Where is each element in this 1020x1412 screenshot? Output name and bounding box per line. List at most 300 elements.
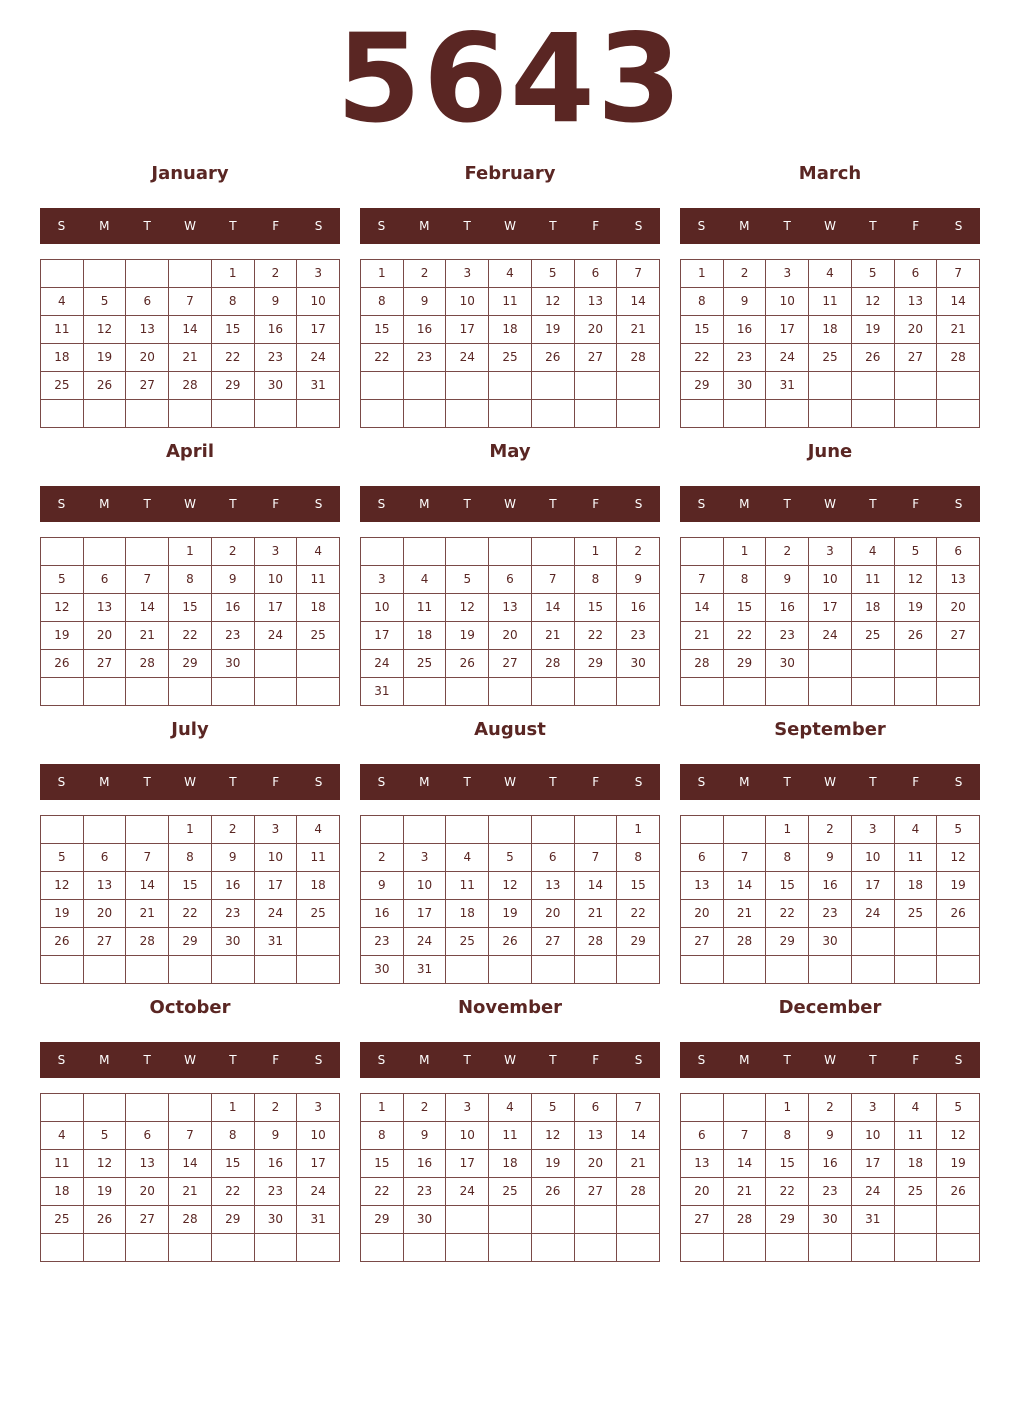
- empty-cell: [681, 1234, 724, 1262]
- weekday-label: M: [99, 497, 110, 511]
- day-cell: 21: [169, 344, 212, 372]
- empty-cell: [852, 678, 895, 706]
- day-cell: 16: [404, 1150, 447, 1178]
- day-cell: 8: [724, 566, 767, 594]
- weekday-label: T: [549, 497, 557, 511]
- weekday-label: M: [739, 497, 750, 511]
- empty-cell: [84, 816, 127, 844]
- day-cell: 16: [404, 316, 447, 344]
- day-cell: 27: [937, 622, 980, 650]
- day-cell: 8: [212, 1122, 255, 1150]
- empty-cell: [489, 400, 532, 428]
- day-cell: 14: [724, 872, 767, 900]
- empty-cell: [532, 678, 575, 706]
- weekday-label: S: [634, 775, 643, 789]
- day-cell: 3: [361, 566, 404, 594]
- weekday-label: M: [99, 1053, 110, 1067]
- month-name: August: [474, 719, 546, 740]
- day-cell: 6: [575, 260, 618, 288]
- weekday-header: [40, 764, 340, 800]
- day-cell: 13: [84, 872, 127, 900]
- weekday-label: S: [314, 775, 323, 789]
- day-cell: 3: [446, 1094, 489, 1122]
- day-cell: 23: [212, 622, 255, 650]
- day-cell: 19: [84, 344, 127, 372]
- empty-cell: [404, 1234, 447, 1262]
- empty-cell: [809, 1234, 852, 1262]
- day-cell: 31: [404, 956, 447, 984]
- day-cell: 25: [297, 622, 340, 650]
- day-cell: 11: [41, 1150, 84, 1178]
- empty-cell: [766, 956, 809, 984]
- day-cell: 27: [126, 372, 169, 400]
- day-cell: 4: [404, 566, 447, 594]
- day-cell: 26: [532, 344, 575, 372]
- month-name: February: [464, 163, 556, 184]
- day-cell: 1: [212, 1094, 255, 1122]
- empty-cell: [852, 956, 895, 984]
- empty-cell: [809, 650, 852, 678]
- weekday-header: [40, 1042, 340, 1078]
- day-cell: 22: [575, 622, 618, 650]
- empty-cell: [297, 928, 340, 956]
- day-cell: 8: [575, 566, 618, 594]
- day-cell: 12: [489, 872, 532, 900]
- day-cell: 1: [766, 1094, 809, 1122]
- day-cell: 31: [766, 372, 809, 400]
- empty-cell: [41, 260, 84, 288]
- day-cell: 23: [361, 928, 404, 956]
- empty-cell: [41, 678, 84, 706]
- empty-cell: [617, 400, 660, 428]
- day-cell: 29: [617, 928, 660, 956]
- day-cell: 17: [361, 622, 404, 650]
- month-name: July: [171, 719, 209, 740]
- day-cell: 28: [126, 928, 169, 956]
- day-cell: 20: [937, 594, 980, 622]
- day-cell: 6: [84, 844, 127, 872]
- weekday-label: S: [57, 219, 66, 233]
- day-grid: [360, 537, 660, 706]
- day-cell: 22: [169, 900, 212, 928]
- day-cell: 8: [169, 844, 212, 872]
- day-cell: 3: [404, 844, 447, 872]
- day-cell: 19: [895, 594, 938, 622]
- weekday-label: W: [184, 775, 196, 789]
- day-cell: 8: [361, 288, 404, 316]
- day-cell: 24: [255, 900, 298, 928]
- day-cell: 24: [361, 650, 404, 678]
- day-cell: 9: [809, 1122, 852, 1150]
- weekday-label: W: [504, 219, 516, 233]
- day-cell: 23: [809, 900, 852, 928]
- day-cell: 9: [617, 566, 660, 594]
- day-cell: 15: [681, 316, 724, 344]
- empty-cell: [575, 372, 618, 400]
- day-cell: 5: [41, 566, 84, 594]
- empty-cell: [169, 678, 212, 706]
- day-cell: 2: [361, 844, 404, 872]
- day-cell: 7: [126, 844, 169, 872]
- day-cell: 17: [446, 316, 489, 344]
- day-cell: 17: [297, 316, 340, 344]
- empty-cell: [361, 1234, 404, 1262]
- weekday-label: M: [739, 775, 750, 789]
- empty-cell: [212, 1234, 255, 1262]
- day-cell: 6: [575, 1094, 618, 1122]
- day-cell: 13: [895, 288, 938, 316]
- weekday-label: M: [419, 775, 430, 789]
- day-cell: 14: [169, 316, 212, 344]
- empty-cell: [255, 1234, 298, 1262]
- day-cell: 11: [852, 566, 895, 594]
- empty-cell: [361, 538, 404, 566]
- day-cell: 18: [895, 1150, 938, 1178]
- weekday-label: S: [954, 219, 963, 233]
- month-name: November: [457, 997, 563, 1018]
- weekday-label: T: [143, 1053, 151, 1067]
- day-cell: 15: [169, 594, 212, 622]
- weekday-label: S: [377, 1053, 386, 1067]
- day-cell: 1: [169, 816, 212, 844]
- day-cell: 30: [255, 1206, 298, 1234]
- day-cell: 6: [84, 566, 127, 594]
- empty-cell: [681, 400, 724, 428]
- empty-cell: [895, 1234, 938, 1262]
- empty-cell: [617, 372, 660, 400]
- day-cell: 5: [852, 260, 895, 288]
- day-grid: [40, 815, 340, 984]
- empty-cell: [489, 816, 532, 844]
- day-cell: 12: [84, 316, 127, 344]
- day-cell: 10: [766, 288, 809, 316]
- day-cell: 24: [809, 622, 852, 650]
- weekday-label: W: [824, 497, 836, 511]
- weekday-label: T: [229, 219, 237, 233]
- empty-cell: [895, 956, 938, 984]
- day-cell: 24: [255, 622, 298, 650]
- day-cell: 21: [681, 622, 724, 650]
- empty-cell: [617, 678, 660, 706]
- day-cell: 10: [297, 288, 340, 316]
- day-cell: 17: [255, 594, 298, 622]
- weekday-label: F: [592, 775, 600, 789]
- day-cell: 19: [84, 1178, 127, 1206]
- empty-cell: [575, 956, 618, 984]
- day-cell: 14: [126, 872, 169, 900]
- day-cell: 7: [617, 1094, 660, 1122]
- weekday-label: T: [229, 1053, 237, 1067]
- day-cell: 3: [255, 816, 298, 844]
- day-cell: 8: [212, 288, 255, 316]
- day-cell: 22: [617, 900, 660, 928]
- day-cell: 28: [575, 928, 618, 956]
- day-cell: 25: [852, 622, 895, 650]
- day-cell: 5: [937, 816, 980, 844]
- weekday-label: T: [869, 219, 877, 233]
- day-cell: 12: [41, 594, 84, 622]
- day-cell: 24: [852, 900, 895, 928]
- empty-cell: [617, 956, 660, 984]
- day-cell: 6: [681, 1122, 724, 1150]
- empty-cell: [575, 816, 618, 844]
- empty-cell: [126, 538, 169, 566]
- weekday-label: S: [634, 497, 643, 511]
- day-cell: 4: [41, 288, 84, 316]
- day-cell: 7: [126, 566, 169, 594]
- weekday-header: [680, 1042, 980, 1078]
- weekday-label: F: [912, 775, 920, 789]
- day-cell: 22: [361, 344, 404, 372]
- weekday-header: [360, 764, 660, 800]
- day-cell: 14: [724, 1150, 767, 1178]
- empty-cell: [937, 678, 980, 706]
- day-cell: 22: [681, 344, 724, 372]
- day-cell: 19: [937, 872, 980, 900]
- day-cell: 28: [169, 1206, 212, 1234]
- day-cell: 4: [41, 1122, 84, 1150]
- day-cell: 24: [446, 344, 489, 372]
- weekday-label: W: [184, 497, 196, 511]
- day-cell: 6: [895, 260, 938, 288]
- empty-cell: [532, 1234, 575, 1262]
- day-cell: 18: [809, 316, 852, 344]
- day-cell: 9: [255, 1122, 298, 1150]
- month-name: October: [149, 997, 231, 1018]
- day-cell: 12: [532, 1122, 575, 1150]
- day-cell: 5: [895, 538, 938, 566]
- weekday-label: T: [869, 1053, 877, 1067]
- day-cell: 7: [681, 566, 724, 594]
- day-cell: 6: [532, 844, 575, 872]
- weekday-label: S: [314, 497, 323, 511]
- day-cell: 30: [361, 956, 404, 984]
- empty-cell: [532, 816, 575, 844]
- month-name: April: [165, 441, 215, 462]
- day-cell: 1: [766, 816, 809, 844]
- day-cell: 4: [297, 538, 340, 566]
- day-cell: 4: [489, 260, 532, 288]
- day-cell: 26: [852, 344, 895, 372]
- day-cell: 22: [361, 1178, 404, 1206]
- day-cell: 1: [361, 260, 404, 288]
- day-cell: 9: [404, 1122, 447, 1150]
- day-cell: 7: [937, 260, 980, 288]
- day-cell: 2: [809, 816, 852, 844]
- weekday-label: M: [419, 219, 430, 233]
- empty-cell: [446, 400, 489, 428]
- empty-cell: [532, 1206, 575, 1234]
- empty-cell: [575, 678, 618, 706]
- day-cell: 16: [255, 316, 298, 344]
- empty-cell: [895, 400, 938, 428]
- day-cell: 29: [361, 1206, 404, 1234]
- day-cell: 17: [255, 872, 298, 900]
- weekday-header: [40, 486, 340, 522]
- day-cell: 9: [766, 566, 809, 594]
- empty-cell: [84, 1094, 127, 1122]
- empty-cell: [681, 678, 724, 706]
- weekday-label: F: [592, 1053, 600, 1067]
- day-cell: 23: [809, 1178, 852, 1206]
- day-cell: 6: [937, 538, 980, 566]
- day-cell: 16: [724, 316, 767, 344]
- day-cell: 10: [852, 844, 895, 872]
- day-cell: 13: [575, 1122, 618, 1150]
- empty-cell: [852, 400, 895, 428]
- day-cell: 23: [212, 900, 255, 928]
- day-cell: 17: [766, 316, 809, 344]
- empty-cell: [724, 1234, 767, 1262]
- day-cell: 30: [255, 372, 298, 400]
- weekday-label: S: [314, 219, 323, 233]
- day-cell: 28: [617, 1178, 660, 1206]
- day-cell: 9: [724, 288, 767, 316]
- day-cell: 2: [255, 260, 298, 288]
- day-cell: 27: [84, 928, 127, 956]
- weekday-header: [680, 764, 980, 800]
- empty-cell: [852, 650, 895, 678]
- weekday-label: F: [272, 775, 280, 789]
- day-cell: 11: [446, 872, 489, 900]
- day-cell: 8: [766, 1122, 809, 1150]
- day-cell: 7: [169, 1122, 212, 1150]
- empty-cell: [361, 372, 404, 400]
- day-cell: 15: [212, 316, 255, 344]
- month-name: May: [489, 441, 531, 462]
- day-cell: 8: [766, 844, 809, 872]
- day-cell: 12: [895, 566, 938, 594]
- weekday-label: T: [783, 497, 791, 511]
- weekday-label: S: [954, 497, 963, 511]
- day-cell: 3: [446, 260, 489, 288]
- weekday-label: M: [739, 219, 750, 233]
- empty-cell: [41, 956, 84, 984]
- day-cell: 25: [41, 1206, 84, 1234]
- day-cell: 19: [852, 316, 895, 344]
- empty-cell: [809, 400, 852, 428]
- day-cell: 3: [297, 260, 340, 288]
- day-cell: 17: [297, 1150, 340, 1178]
- day-cell: 15: [766, 872, 809, 900]
- weekday-label: F: [912, 219, 920, 233]
- weekday-label: T: [463, 497, 471, 511]
- day-cell: 24: [852, 1178, 895, 1206]
- day-cell: 1: [361, 1094, 404, 1122]
- empty-cell: [126, 956, 169, 984]
- empty-cell: [937, 928, 980, 956]
- empty-cell: [446, 538, 489, 566]
- day-cell: 29: [766, 1206, 809, 1234]
- empty-cell: [937, 400, 980, 428]
- day-grid: [680, 259, 980, 428]
- day-cell: 8: [681, 288, 724, 316]
- day-cell: 2: [212, 816, 255, 844]
- day-cell: 19: [446, 622, 489, 650]
- empty-cell: [937, 1234, 980, 1262]
- day-grid: [680, 537, 980, 706]
- weekday-label: T: [463, 775, 471, 789]
- day-cell: 14: [169, 1150, 212, 1178]
- day-cell: 13: [532, 872, 575, 900]
- day-cell: 29: [169, 650, 212, 678]
- day-cell: 15: [212, 1150, 255, 1178]
- weekday-label: W: [824, 1053, 836, 1067]
- weekday-label: F: [912, 1053, 920, 1067]
- empty-cell: [255, 956, 298, 984]
- day-cell: 17: [446, 1150, 489, 1178]
- empty-cell: [724, 678, 767, 706]
- day-cell: 30: [212, 650, 255, 678]
- day-cell: 10: [446, 1122, 489, 1150]
- empty-cell: [297, 400, 340, 428]
- day-cell: 6: [489, 566, 532, 594]
- day-cell: 24: [446, 1178, 489, 1206]
- empty-cell: [212, 678, 255, 706]
- day-cell: 3: [255, 538, 298, 566]
- empty-cell: [532, 400, 575, 428]
- weekday-label: T: [549, 219, 557, 233]
- day-cell: 12: [532, 288, 575, 316]
- empty-cell: [766, 400, 809, 428]
- day-cell: 1: [575, 538, 618, 566]
- day-cell: 27: [575, 344, 618, 372]
- day-cell: 23: [766, 622, 809, 650]
- day-cell: 31: [255, 928, 298, 956]
- day-grid: [40, 259, 340, 428]
- day-cell: 28: [169, 372, 212, 400]
- weekday-label: S: [697, 1053, 706, 1067]
- empty-cell: [361, 816, 404, 844]
- day-cell: 21: [575, 900, 618, 928]
- empty-cell: [126, 260, 169, 288]
- day-cell: 5: [41, 844, 84, 872]
- day-cell: 27: [895, 344, 938, 372]
- day-cell: 11: [41, 316, 84, 344]
- day-cell: 12: [852, 288, 895, 316]
- day-cell: 7: [724, 1122, 767, 1150]
- day-cell: 29: [766, 928, 809, 956]
- weekday-label: T: [143, 497, 151, 511]
- day-cell: 20: [126, 344, 169, 372]
- day-cell: 13: [126, 1150, 169, 1178]
- weekday-label: S: [697, 775, 706, 789]
- weekday-header: [680, 208, 980, 244]
- day-cell: 2: [617, 538, 660, 566]
- day-cell: 15: [766, 1150, 809, 1178]
- day-cell: 17: [809, 594, 852, 622]
- day-cell: 16: [809, 1150, 852, 1178]
- empty-cell: [41, 1234, 84, 1262]
- day-cell: 30: [617, 650, 660, 678]
- empty-cell: [681, 956, 724, 984]
- empty-cell: [937, 372, 980, 400]
- empty-cell: [852, 928, 895, 956]
- day-cell: 16: [255, 1150, 298, 1178]
- empty-cell: [446, 1206, 489, 1234]
- weekday-header: [680, 486, 980, 522]
- day-cell: 11: [297, 566, 340, 594]
- empty-cell: [297, 650, 340, 678]
- empty-cell: [84, 400, 127, 428]
- day-cell: 13: [489, 594, 532, 622]
- year-title: 5643: [336, 8, 684, 150]
- day-cell: 12: [84, 1150, 127, 1178]
- empty-cell: [681, 1094, 724, 1122]
- empty-cell: [404, 372, 447, 400]
- empty-cell: [404, 400, 447, 428]
- day-cell: 10: [446, 288, 489, 316]
